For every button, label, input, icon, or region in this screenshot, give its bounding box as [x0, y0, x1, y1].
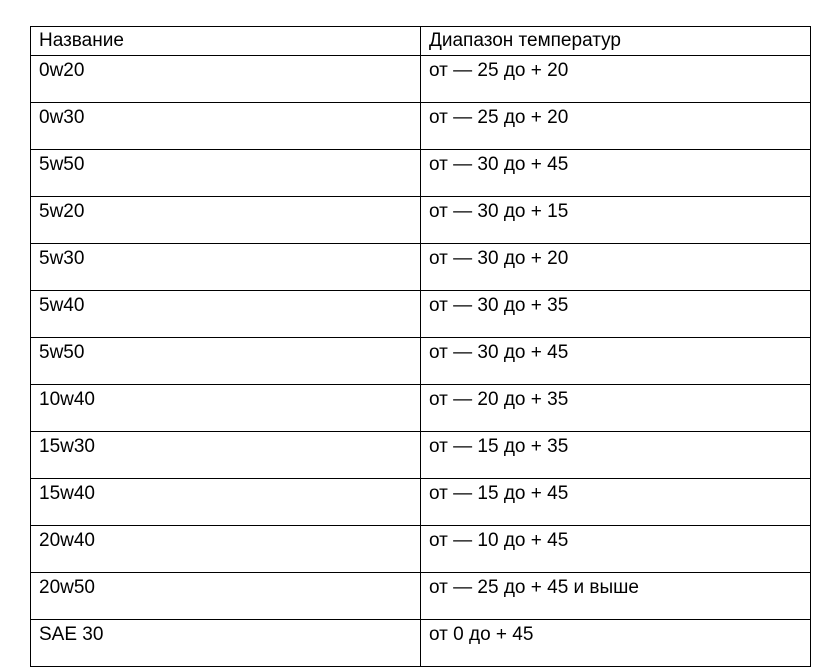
temperature-range-cell: от — 30 до + 45 [421, 150, 811, 197]
oil-name-cell: 0w30 [31, 103, 421, 150]
temperature-range-cell: от 0 до + 45 [421, 620, 811, 667]
table-row [31, 150, 811, 197]
table-row [31, 385, 811, 432]
oil-name-cell: 5w50 [31, 338, 421, 385]
oil-name-cell: 5w50 [31, 150, 421, 197]
table-row [31, 56, 811, 103]
table-row [31, 244, 811, 291]
table-row [31, 526, 811, 573]
oil-temperature-table [30, 26, 811, 667]
oil-name-cell: 5w30 [31, 244, 421, 291]
oil-name-cell: 20w40 [31, 526, 421, 573]
table-row [31, 479, 811, 526]
oil-name-cell: 15w30 [31, 432, 421, 479]
table-row [31, 291, 811, 338]
temperature-range-cell: от — 25 до + 20 [421, 103, 811, 150]
temperature-range-cell: от — 10 до + 45 [421, 526, 811, 573]
header-row [31, 27, 811, 56]
oil-name-cell: 10w40 [31, 385, 421, 432]
temperature-range-cell: от — 25 до + 45 и выше [421, 573, 811, 620]
temperature-range-cell: от — 15 до + 35 [421, 432, 811, 479]
table-row [31, 573, 811, 620]
temperature-range-cell: от — 30 до + 35 [421, 291, 811, 338]
oil-name-cell: 0w20 [31, 56, 421, 103]
temperature-range-cell: от — 25 до + 20 [421, 56, 811, 103]
table-body [31, 56, 811, 667]
table-row [31, 432, 811, 479]
table-row [31, 620, 811, 667]
oil-name-cell: 15w40 [31, 479, 421, 526]
table-row [31, 103, 811, 150]
temperature-range-cell: от — 15 до + 45 [421, 479, 811, 526]
table-row [31, 197, 811, 244]
oil-name-cell: 5w20 [31, 197, 421, 244]
header-temperature-range: Диапазон температур [421, 27, 811, 56]
oil-name-cell: 20w50 [31, 573, 421, 620]
table-header [31, 27, 811, 56]
header-name: Название [31, 27, 421, 56]
temperature-range-cell: от — 30 до + 15 [421, 197, 811, 244]
table-row [31, 338, 811, 385]
temperature-range-cell: от — 20 до + 35 [421, 385, 811, 432]
temperature-range-cell: от — 30 до + 20 [421, 244, 811, 291]
oil-name-cell: 5w40 [31, 291, 421, 338]
oil-name-cell: SAE 30 [31, 620, 421, 667]
temperature-range-cell: от — 30 до + 45 [421, 338, 811, 385]
